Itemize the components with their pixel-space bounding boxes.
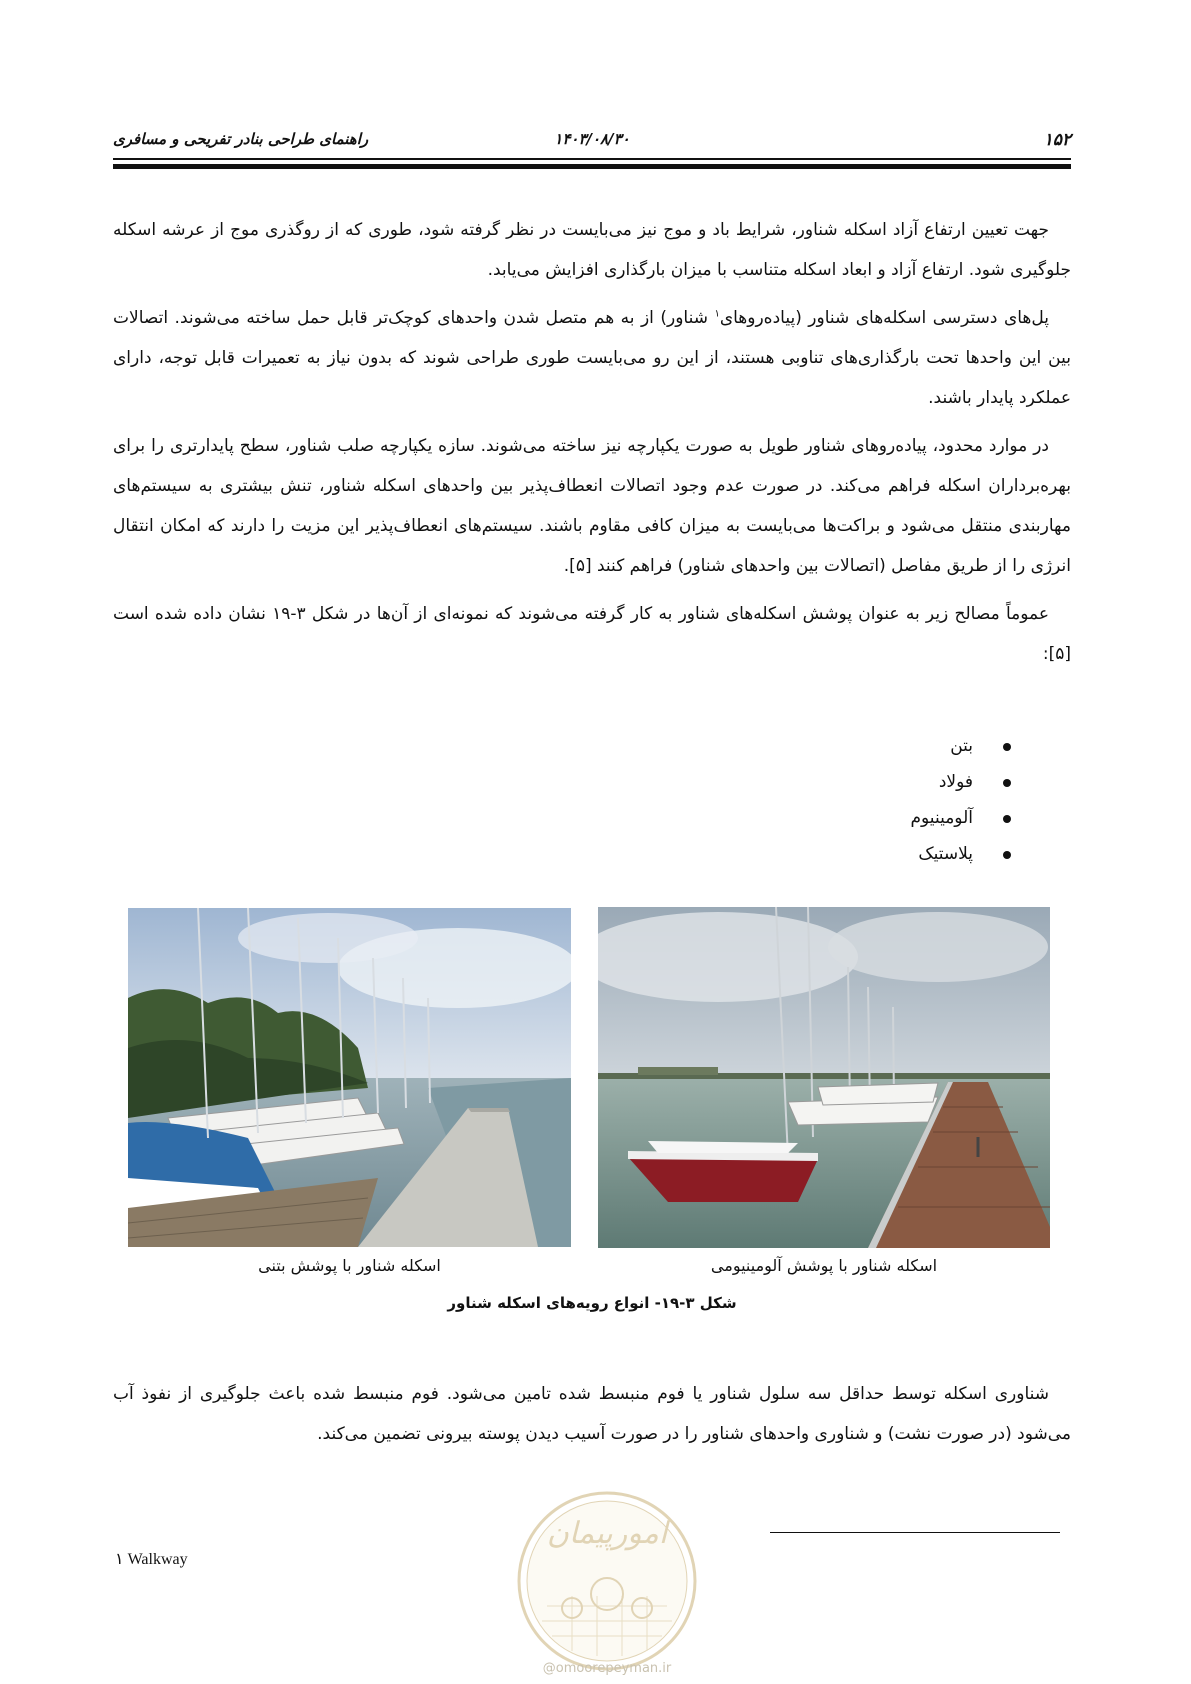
photo-concrete-pontoon [128, 908, 571, 1247]
paragraph-access-bridges-rest: شناور) از به هم متصل شدن واحدهای کوچک‌تر قابل حمل ساخته می‌شوند. اتصالات بین این واحدها تحت بارگذاری‌های تناوبی هستند، از این رو می‌بایست طوری طراحی شوند که بدون نیاز به تعمیرات قابل توجه، دارای عملکرد پایدار باشند. [113, 308, 1071, 408]
caption-aluminium: اسکله شناور با پوشش آلومینیومی [710, 1256, 938, 1275]
watermark-logo [512, 1486, 702, 1676]
body-text [113, 210, 1071, 682]
list-item: آلومینیوم [711, 800, 1011, 836]
header-rule-thin [113, 158, 1071, 160]
paragraph-access-bridges [113, 298, 1071, 418]
figure-title: شکل ۳-۱۹- انواع رویه‌های اسکله شناور [447, 1294, 737, 1312]
watermark-url: @omoorepeyman.ir [542, 1661, 672, 1676]
watermark-logo-text: امورپیمان [546, 1516, 668, 1551]
book-title: راهنمای طراحی بنادر تفریحی و مسافری [113, 130, 369, 148]
footnote: ۱ Walkway [115, 1551, 188, 1568]
paragraph-monolithic: در موارد محدود، پیاده‌روهای شناور طویل به صورت یکپارچه نیز ساخته می‌شوند. سازه یکپارچه صلب شناور، سطح پایدارتری را برای بهره‌برداران اسکله فراهم می‌کند. در صورت عدم وجود اتصالات انعطاف‌پذیر بین واحدهای اسکله شناور، تنش بیشتری به سیستم‌های مهاربندی منتقل می‌شود و براکت‌ها می‌بایست به میزان کافی مقاوم باشند. سیستم‌های انعطاف‌پذیر این مزیت را دارند که امکان انتقال انرژی را از طریق مفاصل (اتصالات بین واحدهای شناور) فراهم کنند [۵]. [113, 436, 1071, 576]
footnote-ref[interactable]: ۱ [714, 308, 720, 320]
materials-list [711, 728, 1011, 872]
page-header [113, 130, 1071, 152]
paragraph-buoyancy: شناوری اسکله توسط حداقل سه سلول شناور یا فوم منبسط شده تامین می‌شود. فوم منبسط شده باعث جلوگیری از نفوذ آب می‌شود (در صورت نشت) و شناوری واحدهای شناور را در صورت آسیب دیدن پوسته بیرونی تضمین می‌کند. [113, 1384, 1071, 1444]
photo-aluminium-pontoon [598, 907, 1050, 1248]
header-rule-thick [113, 164, 1071, 169]
footnote-rule [770, 1532, 1060, 1533]
list-item: فولاد [711, 764, 1011, 800]
paragraph-materials-intro: عموماً مصالح زیر به عنوان پوشش اسکله‌های شناور به کار گرفته می‌شوند که نمونه‌ای از آن‌ها در شکل ۳-۱۹ نشان داده شده است [۵]: [113, 604, 1071, 664]
list-item: بتن [711, 728, 1011, 764]
list-item: پلاستیک [711, 836, 1011, 872]
caption-concrete: اسکله شناور با پوشش بتنی [258, 1256, 441, 1275]
page-number: ۱۵۲ [1043, 130, 1071, 150]
paragraph-buoyancy-container [113, 1374, 1071, 1454]
paragraph-freeboard: جهت تعیین ارتفاع آزاد اسکله شناور، شرایط باد و موج نیز می‌بایست در نظر گرفته شود، طوری که از روگذری موج از عرشه اسکله جلوگیری شود. ارتفاع آزاد و ابعاد اسکله متناسب با میزان بارگذاری افزایش می‌یابد. [113, 220, 1071, 280]
header-date: ۱۴۰۳/۰۸/۳۰ [554, 130, 630, 148]
paragraph-access-bridges-start: پل‌های دسترسی اسکله‌های شناور (پیاده‌روهای [719, 308, 1049, 328]
